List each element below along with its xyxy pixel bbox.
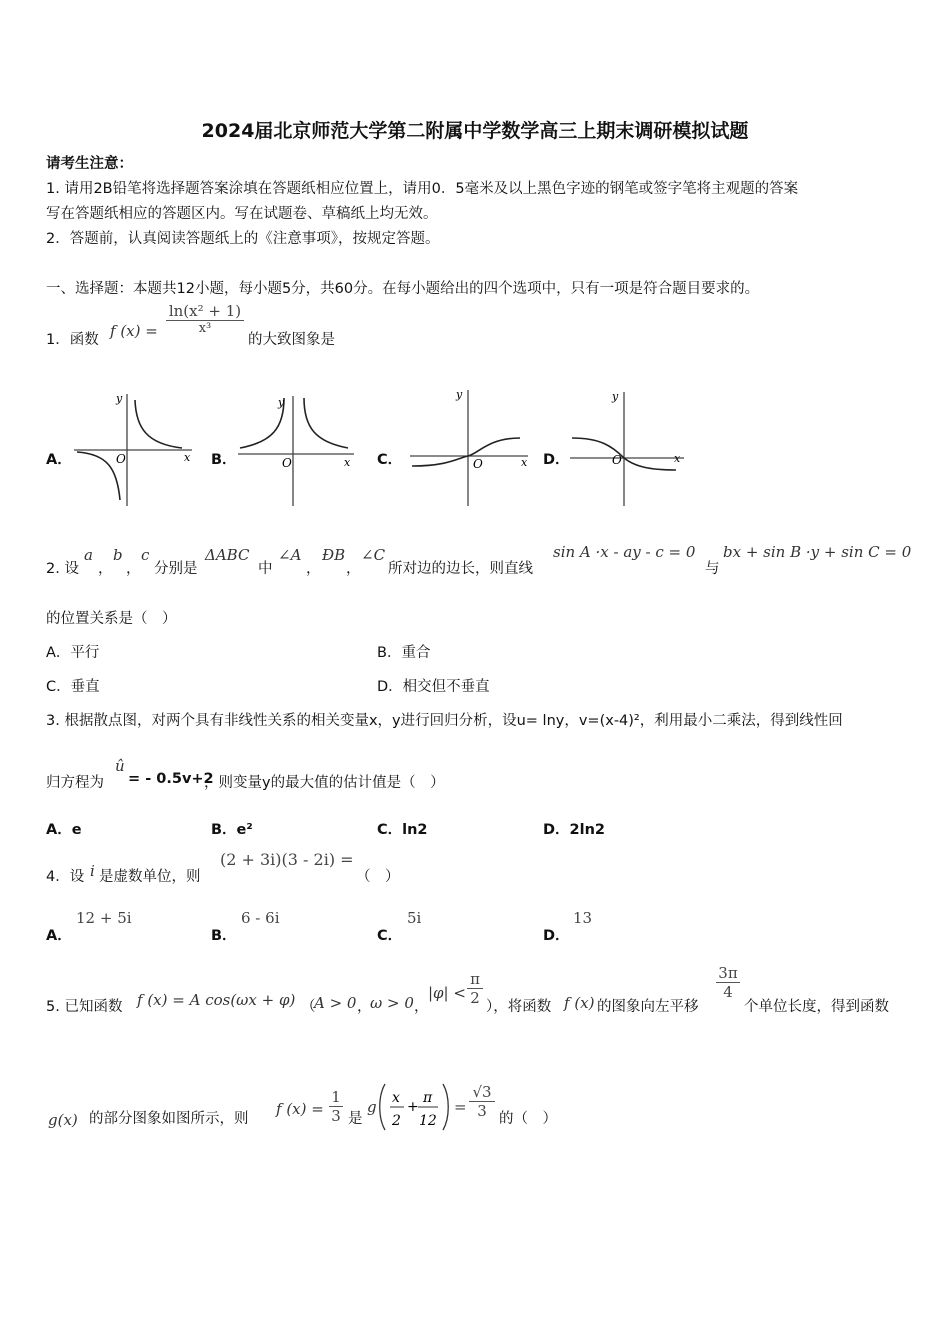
y-label: y [278,396,285,409]
q4-suffix: （ ） [356,869,400,885]
q1-fx: f (x) = [110,322,158,340]
q2-comma-4: ， [346,561,361,577]
q1-graph-d [568,388,688,508]
q5-text-4: 的部分图象如图所示，则 [89,1111,249,1127]
origin-label: O [473,457,483,471]
q5-one-third [329,1088,343,1125]
q5-text-1: ），将函数 [486,999,552,1015]
q5-shift-num: 3π [716,964,740,983]
q2-line-1: sin A ·x - ay - c = 0 [553,543,696,561]
q5-comma-2: ， [414,999,429,1015]
q5-pi-over-2 [467,970,483,1007]
q5-fx-2: f (x) [564,994,595,1012]
q5-sqrt3: √3 [469,1083,495,1102]
arg-twelve: 12 [419,1113,437,1129]
page-title: 2024届北京师范大学第二附属中学数学高三上期末调研模拟试题 [201,120,749,142]
q5-text-2: 的图象向左平移 [597,999,699,1015]
q4-mid: 是虚数单位，则 [99,869,201,885]
q4-option-b-value: 6 - 6i [241,909,280,927]
q5-open-paren: （ [301,999,316,1015]
q1-option-a-label: A． [46,452,72,468]
notice-line-2: 2．答题前，认真阅读答题纸上的《注意事项》，按规定答题。 [46,231,440,247]
q4-prefix: 4．设 [46,869,85,885]
q4-option-a-label: A． [46,928,72,944]
q5-fx-3: f (x) = [276,1100,324,1118]
section-heading: 一、选择题：本题共12小题，每小题5分，共60分。在每小题给出的四个选项中，只有一项是符合题目要求的。 [46,281,760,297]
q2-prefix: 2. 设 [46,561,79,577]
q5-cond-omega: ω > 0 [370,994,414,1012]
curve-right [135,400,182,448]
q4-imag-unit: i [90,862,95,880]
q1-option-d-label: D． [543,452,570,468]
right-paren [443,1084,448,1130]
x-label: x [184,451,191,464]
q5-function: f (x) = A cos(ωx + φ) [137,991,296,1009]
q5-text-3: 个单位长度，得到函数 [744,999,889,1015]
q5-comma-1: ， [357,999,372,1015]
q2-triangle: ΔABC [205,546,250,564]
q5-shift-den: 4 [723,983,733,1001]
q2-text-2: 分别是 [154,561,198,577]
q1-option-c-label: C． [377,452,403,468]
q1-suffix: 的大致图象是 [248,332,335,348]
arg-two: 2 [392,1113,401,1129]
q5-g: g [367,1098,377,1116]
q3-line-1: 3. 根据散点图，对两个具有非线性关系的相关变量x，y进行回归分析，设u= lny，v=(x-4)²，利用最小二乘法，得到线性回 [46,713,843,729]
arg-pi: π [423,1090,433,1106]
y-label: y [612,390,619,403]
q4-option-d-value: 13 [573,909,593,927]
arg-x: x [392,1090,400,1106]
q5-prefix: 5. 已知函数 [46,999,123,1015]
q5-equals: = [454,1098,467,1116]
q2-comma-2: ， [126,561,141,577]
q2-option-b: B．重合 [377,645,431,661]
q2-text-4: 所对边的边长，则直线 [388,561,533,577]
y-label: y [456,388,463,401]
curve-right [304,398,348,448]
q5-gx: g(x) [48,1111,78,1129]
q1-prefix: 1．函数 [46,332,99,348]
notice-line-1: 1. 请用2B铅笔将选择题答案涂填在答题纸相应位置上，请用0．5毫米及以上黑色字迹的钢笔或签字笔将主观题的答案 [46,181,799,197]
curve-left [77,452,120,500]
q5-cond-phi: |φ| < [428,984,466,1002]
q3-option-d: D．2ln2 [543,822,606,838]
q5-text-5: 是 [348,1111,363,1127]
q1-graph-b [236,388,361,508]
q4-option-b-label: B． [211,928,237,944]
q4-option-a-value: 12 + 5i [76,909,132,927]
q1-option-b-label: B． [211,452,237,468]
q2-option-a: A．平行 [46,645,100,661]
q5-three: 3 [331,1107,341,1125]
origin-label: O [282,456,292,470]
q2-text-3: 中 [258,561,273,577]
q2-side-a: a [84,546,93,564]
q5-one: 1 [329,1088,343,1107]
origin-label: O [612,453,622,467]
q3-option-c: C．ln2 [377,822,428,838]
q2-line-2: bx + sin B ·y + sin C = 0 [723,543,912,561]
notice-line-1b: 写在答题纸相应的答题区内。写在试题卷、草稿纸上均无效。 [46,206,438,222]
q3-option-a: A．e [46,822,82,838]
q4-option-d-label: D． [543,928,570,944]
q2-option-c: C．垂直 [46,679,100,695]
x-label: x [344,456,351,469]
q4-expression: (2 + 3i)(3 - 2i) = [220,850,354,869]
q2-comma-1: ， [98,561,113,577]
arg-plus: + [407,1099,419,1115]
q5-pi: π [467,970,483,989]
q1-graph-c [408,386,533,508]
q2-angle-c: ∠C [361,546,386,564]
q4-option-c-value: 5i [407,909,422,927]
q2-comma-3: ， [306,561,321,577]
notice-heading: 请考生注意： [46,156,133,172]
q2-angle-a: ∠A [278,546,302,564]
y-label: y [116,392,123,405]
q5-sqrt3-over-3 [469,1083,495,1120]
q2-text-5: 与 [705,561,720,577]
left-paren [380,1084,385,1130]
q3-line-2b: ，则变量y的最大值的估计值是（ ） [204,775,445,791]
q3-option-b: B．e² [211,822,253,838]
q5-shift [716,964,740,1001]
q3-equation: = - 0.5v+2 [128,771,214,787]
q2-text-6: 的位置关系是（ ） [46,611,177,627]
q1-fraction [166,302,244,336]
q1-denominator: x³ [198,321,212,336]
q5-three-den: 3 [477,1102,487,1120]
q3-uhat: û [115,757,125,775]
q5-two: 2 [470,989,480,1007]
q3-line-2a: 归方程为 [46,775,104,791]
q5-argument [376,1080,452,1134]
q4-option-c-label: C． [377,928,403,944]
q2-option-d: D．相交但不垂直 [377,679,490,695]
x-label: x [674,452,681,465]
q1-graph-a [72,388,197,508]
q5-cond-a: A > 0 [314,994,357,1012]
q2-side-c: c [141,546,150,564]
q2-angle-b: ÐB [322,546,346,564]
q5-suffix: 的（ ） [499,1111,557,1127]
q1-numerator: ln(x² + 1) [166,302,244,321]
origin-label: O [116,452,126,466]
q2-side-b: b [113,546,123,564]
curve [412,438,520,466]
x-label: x [521,456,528,469]
